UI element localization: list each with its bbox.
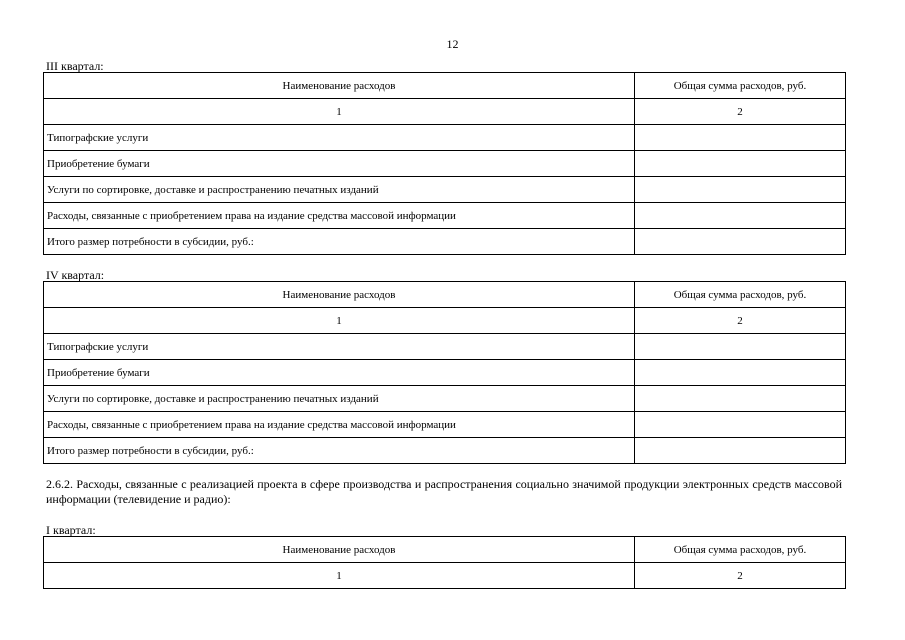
- column-header-sum: Общая сумма расходов, руб.: [635, 73, 846, 99]
- column-header-name: Наименование расходов: [44, 282, 635, 308]
- column-header-name: Наименование расходов: [44, 73, 635, 99]
- expense-name-cell: Услуги по сортировке, доставке и распространению печатных изданий: [44, 386, 635, 412]
- expense-name-cell: Расходы, связанные с приобретением права на издание средства массовой информации: [44, 412, 635, 438]
- column-number: 1: [44, 99, 635, 125]
- quarter-label-i: I квартал:: [46, 523, 96, 537]
- table-numbering-row: [44, 308, 846, 334]
- expense-table-q4: [43, 281, 846, 464]
- expense-name-cell: Типографские услуги: [44, 125, 635, 151]
- quarter-label-iv: IV квартал:: [46, 268, 105, 282]
- table-header-row: [44, 537, 846, 563]
- table-row: [44, 360, 846, 386]
- column-number: 2: [635, 308, 846, 334]
- expense-name-cell: Типографские услуги: [44, 334, 635, 360]
- column-number: 2: [635, 563, 846, 589]
- expense-name-cell: Приобретение бумаги: [44, 360, 635, 386]
- expense-sum-cell[interactable]: [635, 203, 846, 229]
- table-numbering-row: [44, 563, 846, 589]
- expense-sum-cell[interactable]: [635, 177, 846, 203]
- section-paragraph: 2.6.2. Расходы, связанные с реализацией проекта в сфере производства и распространения социально значимой продукции электронных средств массовой информации (телевидение и радио):: [46, 477, 842, 506]
- table-row: [44, 386, 846, 412]
- total-label-cell: Итого размер потребности в субсидии, руб.:: [44, 438, 635, 464]
- total-label-cell: Итого размер потребности в субсидии, руб.:: [44, 229, 635, 255]
- expense-sum-cell[interactable]: [635, 334, 846, 360]
- column-number: 2: [635, 99, 846, 125]
- column-header-sum: Общая сумма расходов, руб.: [635, 537, 846, 563]
- column-header-sum: Общая сумма расходов, руб.: [635, 282, 846, 308]
- column-header-name: Наименование расходов: [44, 537, 635, 563]
- expense-table-q3: [43, 72, 846, 255]
- table-total-row: [44, 438, 846, 464]
- table-header-row: [44, 73, 846, 99]
- expense-sum-cell[interactable]: [635, 412, 846, 438]
- expense-name-cell: Приобретение бумаги: [44, 151, 635, 177]
- table-header-row: [44, 282, 846, 308]
- table-row: [44, 177, 846, 203]
- quarter-label-iii: III квартал:: [46, 59, 104, 73]
- table-row: [44, 125, 846, 151]
- total-sum-cell[interactable]: [635, 229, 846, 255]
- expense-sum-cell[interactable]: [635, 386, 846, 412]
- table-row: [44, 151, 846, 177]
- column-number: 1: [44, 308, 635, 334]
- expense-sum-cell[interactable]: [635, 125, 846, 151]
- table-row: [44, 334, 846, 360]
- expense-name-cell: Расходы, связанные с приобретением права на издание средства массовой информации: [44, 203, 635, 229]
- table-total-row: [44, 229, 846, 255]
- expense-table-q1: [43, 536, 846, 589]
- total-sum-cell[interactable]: [635, 438, 846, 464]
- table-row: [44, 203, 846, 229]
- expense-name-cell: Услуги по сортировке, доставке и распространению печатных изданий: [44, 177, 635, 203]
- expense-sum-cell[interactable]: [635, 151, 846, 177]
- column-number: 1: [44, 563, 635, 589]
- expense-sum-cell[interactable]: [635, 360, 846, 386]
- table-numbering-row: [44, 99, 846, 125]
- page-number: 12: [446, 37, 459, 51]
- table-row: [44, 412, 846, 438]
